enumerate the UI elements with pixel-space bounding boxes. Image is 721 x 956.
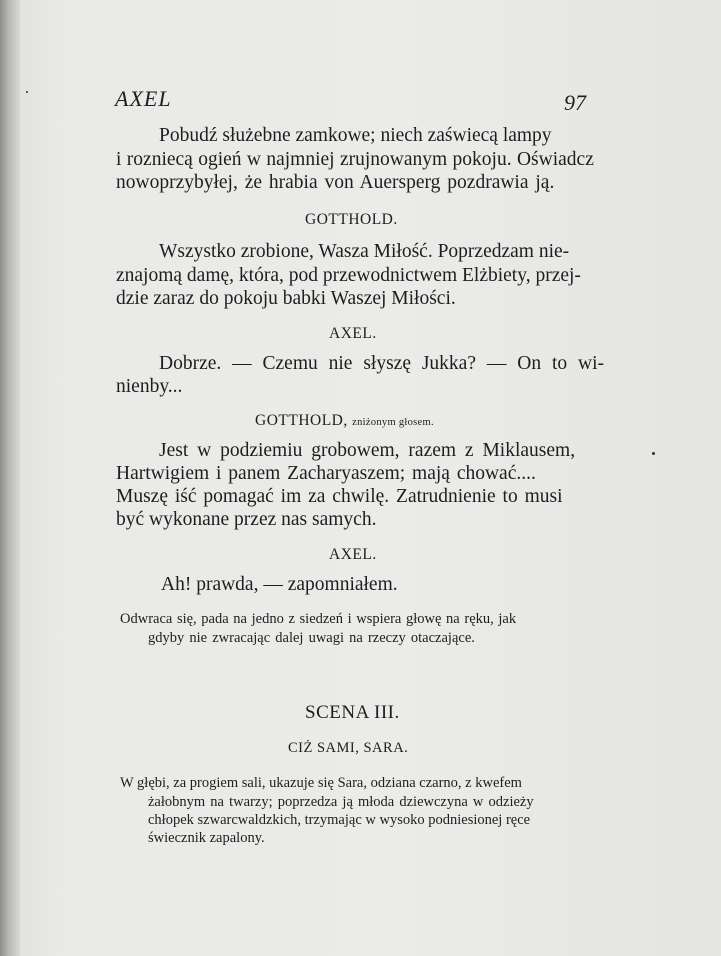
text-line: i rozniecą ogień w najmniej zrujnowanym pokoju. Oświadcz bbox=[116, 149, 594, 170]
stage-direction-line: W głębi, za progiem sali, ukazuje się Sara, odziana czarno, z kwefem bbox=[120, 775, 522, 791]
text-line: znajomą damę, która, pod przewodnictwem Elżbiety, przej- bbox=[116, 265, 581, 286]
stage-direction-line: Odwraca się, pada na jedno z siedzeń i wspiera głowę na ręku, jak bbox=[120, 611, 517, 627]
paper-speck bbox=[652, 452, 655, 455]
paper-speck bbox=[26, 91, 28, 93]
page-number: 97 bbox=[564, 90, 586, 115]
stage-direction-inline: zniżonym głosem. bbox=[352, 417, 434, 428]
text-line: nowoprzybyłej, że hrabia von Auersperg pozdrawia ją. bbox=[116, 172, 555, 193]
scene-title: SCENA III. bbox=[305, 702, 400, 723]
text-line: Ah! prawda, — zapomniałem. bbox=[161, 574, 398, 595]
stage-direction-line: świecznik zapalony. bbox=[148, 830, 265, 846]
text-line: Jest w podziemiu grobowem, razem z Miklausem, bbox=[159, 440, 576, 461]
text-line: być wykonane przez nas samych. bbox=[116, 509, 377, 530]
text-line: dzie zaraz do pokoju babki Waszej Miłości. bbox=[116, 288, 456, 309]
text-line: Wszystko zrobione, Wasza Miłość. Poprzedzam nie- bbox=[159, 241, 570, 262]
text-line: Hartwigiem i panem Zacharyaszem; mają chować.... bbox=[116, 463, 536, 484]
running-head: AXEL bbox=[115, 86, 172, 111]
stage-direction-line: chłopek szwarcwaldzkich, trzymając w wysoko podniesionej ręce bbox=[148, 812, 531, 828]
speaker-name: AXEL. bbox=[329, 325, 377, 342]
scene-cast: CIŻ SAMI, SARA. bbox=[288, 740, 409, 756]
text-line: Dobrze. — Czemu nie słyszę Jukka? — On to wi- bbox=[159, 353, 604, 374]
stage-direction-line: gdyby nie zwracając dalej uwagi na rzeczy otaczające. bbox=[148, 630, 475, 646]
text-line: Pobudź służebne zamkowe; niech zaświecą lampy bbox=[159, 125, 552, 146]
text-line: Muszę iść pomagać im za chwilę. Zatrudnienie to musi bbox=[116, 486, 563, 507]
stage-direction-line: żałobnym na twarzy; poprzedza ją młoda dziewczyna w odzieży bbox=[148, 794, 534, 810]
speaker-name: AXEL. bbox=[329, 546, 377, 563]
speaker-name: GOTTHOLD. bbox=[305, 211, 398, 228]
speaker-name bbox=[255, 412, 434, 430]
page-spine-shadow bbox=[0, 0, 20, 956]
text-line: nienby... bbox=[116, 376, 183, 397]
speaker-name-text: GOTTHOLD, bbox=[255, 412, 348, 429]
